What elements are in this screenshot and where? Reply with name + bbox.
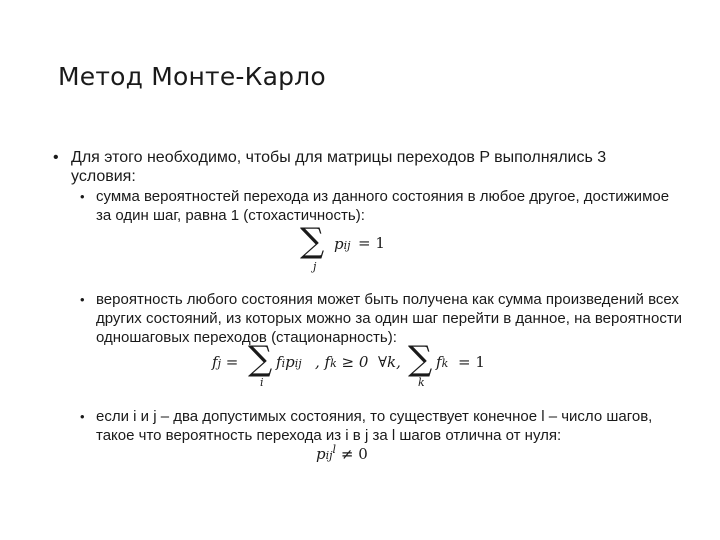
formula-rhs: = 1 — [458, 353, 485, 371]
formula-term: pij — [334, 235, 351, 253]
sum-index: i — [260, 376, 264, 389]
slide-title: Метод Монте-Карло — [58, 62, 326, 91]
bullet-marker: • — [53, 149, 59, 166]
formula-reachability — [316, 443, 368, 463]
sum-symbol: ∑ — [300, 221, 325, 261]
formula-condition: , fk ≥ 0 — [315, 353, 369, 371]
sub-bullet-text: вероятность любого состояния может быть получена как сумма произведений всех других состояний, из которых можно за один шаг перейти в данное, на вероятности одношаговых переходов (стационарность): — [96, 291, 683, 346]
formula-rhs: ≠ 0 — [340, 445, 368, 463]
sub-bullet-marker: • — [80, 189, 85, 204]
sum-symbol: ∑ — [408, 339, 433, 379]
bullet-text: Для этого необходимо, чтобы для матрицы переходов P выполнялись 3 условия: — [71, 149, 607, 185]
sub-bullet-marker: • — [80, 409, 85, 424]
sum-symbol: ∑ — [248, 339, 273, 379]
sub-bullet-text: сумма вероятностей перехода из данного состояния в любое другое, достижимое за один шаг, равна 1 (стохастичность): — [96, 188, 670, 224]
forall-symbol: ∀k, — [378, 353, 401, 371]
sub-bullet-text: если i и j – два допустимых состояния, то существует конечное l – число шагов, такое что вероятность перехода из i в j за l шагов отлична от нуля: — [96, 408, 653, 444]
formula-term: fipij — [276, 353, 302, 371]
sum-index: k — [418, 376, 425, 389]
formula-stationary — [212, 339, 492, 389]
formula-lhs: fj = — [212, 353, 239, 371]
sub-bullet-marker: • — [80, 292, 85, 307]
formula-rhs: = 1 — [358, 234, 385, 252]
formula-term: pij — [316, 445, 333, 463]
formula-superscript: l — [332, 443, 337, 456]
formula-term: fk — [436, 353, 449, 371]
sum-index: j — [313, 260, 317, 273]
